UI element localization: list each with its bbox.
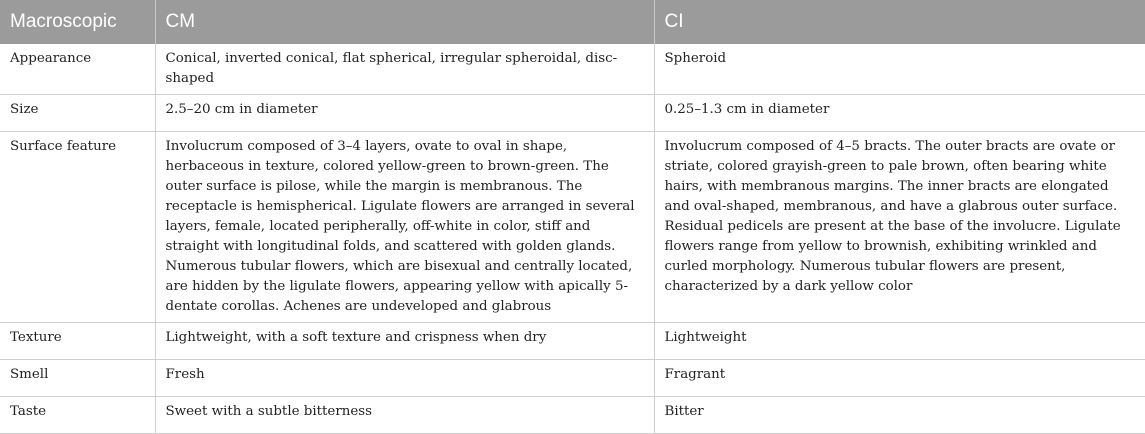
table-header <box>0 0 1145 44</box>
row-label: Surface feature <box>0 132 155 323</box>
table-row <box>0 132 1145 323</box>
row-label: Appearance <box>0 44 155 95</box>
header-ci: CI <box>654 0 1145 44</box>
header-cm: CM <box>155 0 654 44</box>
row-label: Taste <box>0 397 155 434</box>
cm-cell: Sweet with a subtle bitterness <box>155 397 654 434</box>
cm-cell: Involucrum composed of 3–4 layers, ovate to oval in shape, herbaceous in texture, colored yellow-green to brown-green. The outer surface is pilose, while the margin is membranous. The receptacle is hemispherical. Ligulate flowers are arranged in several layers, female, located peripherally, off-white in color, stiff and straight with longitudinal folds, and scattered with golden glands. Numerous tubular flowers, which are bisexual and centrally located, are hidden by the ligulate flowers, appearing yellow with apically 5-dentate corollas. Achenes are undeveloped and glabrous <box>155 132 654 323</box>
table-row <box>0 44 1145 95</box>
ci-cell: Involucrum composed of 4–5 bracts. The outer bracts are ovate or striate, colored grayish-green to pale brown, often bearing white hairs, with membranous margins. The inner bracts are elongated and oval-shaped, membranous, and have a glabrous outer surface. Residual pedicels are present at the base of the involucre. Ligulate flowers range from yellow to brownish, exhibiting wrinkled and curled morphology. Numerous tubular flowers are present, characterized by a dark yellow color <box>654 132 1145 323</box>
table-row <box>0 360 1145 397</box>
ci-cell: 0.25–1.3 cm in diameter <box>654 95 1145 132</box>
header-row <box>0 0 1145 44</box>
ci-cell: Fragrant <box>654 360 1145 397</box>
row-label: Texture <box>0 323 155 360</box>
row-label: Smell <box>0 360 155 397</box>
ci-cell: Lightweight <box>654 323 1145 360</box>
cm-cell: Lightweight, with a soft texture and crispness when dry <box>155 323 654 360</box>
table-row <box>0 397 1145 434</box>
table-row <box>0 95 1145 132</box>
ci-cell: Bitter <box>654 397 1145 434</box>
table-row <box>0 323 1145 360</box>
ci-cell: Spheroid <box>654 44 1145 95</box>
header-macroscopic: Macroscopic <box>0 0 155 44</box>
row-label: Size <box>0 95 155 132</box>
table-body <box>0 44 1145 434</box>
cm-cell: Fresh <box>155 360 654 397</box>
cm-cell: 2.5–20 cm in diameter <box>155 95 654 132</box>
cm-cell: Conical, inverted conical, flat spherical, irregular spheroidal, disc-shaped <box>155 44 654 95</box>
